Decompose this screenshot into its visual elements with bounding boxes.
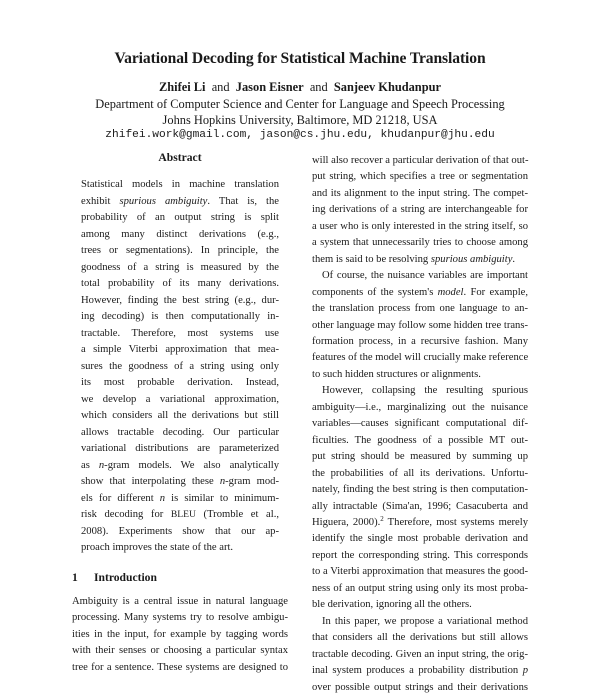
- text-line: a user who is only interested in the string itself, so: [312, 220, 528, 232]
- text-line: ficulties. The goodness of a possible MT out-: [312, 434, 528, 446]
- text-line: ing decoding) is then computationally in-: [81, 311, 279, 322]
- text-line: a simple Viterbi approximation that mea-: [81, 344, 279, 355]
- author-separator: and: [211, 80, 230, 94]
- text-line: Of course, the nuisance variables are important: [322, 270, 528, 282]
- text-line: components of the system's model. For example,: [312, 286, 528, 298]
- text-line: processing. Many systems try to resolve ambigu-: [72, 612, 288, 623]
- text-line: and its alignment to the input string. The compet-: [312, 187, 528, 199]
- text-line: tree for a sentence. These systems are designed to: [72, 661, 288, 673]
- text-line: ities in the input, for example by tagging words: [72, 628, 288, 640]
- text-line: proach improves the state of the art.: [81, 542, 234, 553]
- text-line: show that interpolating these n-gram mod-: [81, 476, 279, 487]
- text-line: features of the model will crucially make reference: [312, 352, 529, 364]
- text-line: formation process, in a recursive fashion. Many: [312, 335, 528, 347]
- section-title: Introduction: [94, 570, 157, 584]
- text-line: ble derivation, ignoring all the others.: [312, 599, 472, 611]
- text-line: other language may follow some hidden tree trans-: [312, 319, 528, 331]
- right-column: [312, 150, 528, 696]
- paper-title: Variational Decoding for Statistical Machine Translation: [114, 50, 486, 67]
- text-line: ness of an output string using only its most proba-: [312, 582, 528, 594]
- abstract-heading: Abstract: [158, 151, 202, 164]
- text-line: variational distributions are parameterized: [81, 443, 279, 454]
- text-line: ambiguity—i.e., marginalizing out the nuisance: [312, 401, 528, 413]
- text-line: among many distinct derivations (e.g.,: [81, 228, 279, 240]
- text-line: as n-gram models. We also analytically: [81, 459, 280, 471]
- text-line: total probability of its many derivations.: [81, 278, 279, 289]
- text-line: variables—causes significant computational dif-: [312, 418, 528, 430]
- text-line: that considers all the derivations but still allows: [312, 632, 528, 644]
- text-line: report the corresponding string. This corresponds: [312, 549, 528, 561]
- author-name: Sanjeev Khudanpur: [333, 80, 441, 94]
- text-line: els for different n is similar to minimum-: [81, 492, 279, 504]
- abstract-body: [72, 177, 288, 557]
- text-line: In this paper, we propose a variational method: [322, 615, 528, 627]
- text-line: nately, finding the best string is then computation-: [312, 484, 528, 496]
- text-line: its most probable derivation. Instead,: [81, 377, 279, 388]
- text-line: allows tractable decoding. Our particular: [81, 426, 279, 438]
- text-line: a system that unnecessarily tries to choose among: [312, 237, 528, 249]
- text-line: identify the single most probable derivation and: [312, 533, 528, 545]
- text-line: risk decoding for BLEU (Tromble et al.,: [81, 509, 279, 520]
- affiliation-university: Johns Hopkins University, Baltimore, MD 21218, USA: [162, 113, 438, 127]
- text-line: we develop a variational approximation,: [81, 393, 279, 405]
- author-emails: zhifei.work@gmail.com, jason@cs.jhu.edu, khudanpur@jhu.edu: [105, 129, 495, 141]
- text-line: put string, which specifies a tree or segmentation: [312, 171, 528, 183]
- affiliation-department: Department of Computer Science and Center for Language and Speech Processing: [95, 97, 505, 111]
- text-line: the translation process from one language to an-: [312, 303, 528, 315]
- text-line: However, finding the best string (e.g., dur-: [81, 294, 279, 306]
- author-name: Jason Eisner: [235, 80, 304, 94]
- introduction-right-body: [312, 153, 528, 696]
- author-list: [0, 80, 600, 95]
- text-line: with their senses or choosing a particular syntax: [72, 645, 288, 656]
- text-line: tractable. Therefore, most systems use: [81, 327, 279, 339]
- author-separator: and: [309, 80, 328, 94]
- text-line: probability of an output string is split: [81, 212, 279, 223]
- introduction-left-body: [72, 594, 288, 677]
- text-line: Ambiguity is a central issue in natural language: [72, 595, 288, 607]
- text-line: tractable decoding. Given an input string, the orig-: [312, 648, 528, 660]
- text-line: will also recover a particular derivation of that out-: [312, 155, 529, 166]
- text-line: ally intractable (Sima'an, 1996; Casacuberta and: [312, 500, 528, 512]
- text-line: exhibit spurious ambiguity. That is, the: [81, 195, 279, 207]
- text-line: goodness of a string is measured by the: [81, 261, 279, 273]
- text-line: which considers all the derivations but still: [81, 410, 279, 421]
- text-line: ing derivations of a string are interchangeable for: [312, 204, 528, 216]
- text-line: 2008). Experiments show that our ap-: [81, 525, 279, 537]
- text-line: Higuera, 2000).$^2$ Therefore, most systems merely: [312, 514, 528, 528]
- text-line: them is said to be resolving spurious ambiguity.: [312, 253, 516, 265]
- text-line: to a Viterbi approximation that measures the good-: [312, 566, 528, 578]
- text-line: put string should be measured by summing up: [312, 451, 528, 463]
- text-line: inal system produces a probability distribution p: [312, 665, 528, 677]
- left-column: [72, 150, 288, 676]
- author-name: Zhifei Li: [159, 80, 206, 94]
- section-number: 1: [72, 570, 78, 584]
- text-line: over possible output strings and their derivations: [312, 681, 528, 693]
- text-line: sures the goodness of a string using only: [81, 360, 279, 372]
- text-line: Statistical models in machine translation: [81, 179, 279, 190]
- text-line: trees or segmentations). In principle, the: [81, 245, 279, 256]
- section-heading-introduction: [72, 570, 288, 585]
- text-line: However, collapsing the resulting spurious: [322, 385, 528, 397]
- text-line: to such hidden structures or alignments.: [312, 368, 481, 380]
- text-line: the probabilities of all its derivations. Unfortu-: [312, 467, 528, 479]
